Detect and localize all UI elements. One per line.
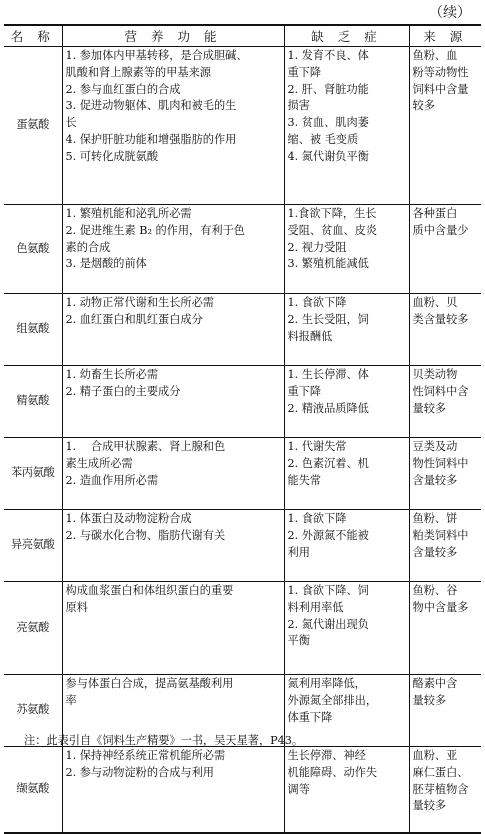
table-row — [4, 582, 481, 675]
header-name: 名 称 — [4, 25, 62, 47]
source-cell — [409, 582, 481, 675]
cell-line: 量较多 — [412, 401, 447, 415]
cell-line: 1. 幼畜生长所必需 — [65, 368, 159, 381]
cell-line: 氮利用率降低， — [287, 677, 366, 690]
nutrition-function-cell — [62, 582, 284, 675]
deficiency-symptom-cell — [284, 582, 409, 675]
cell-line: 体重下降 — [287, 710, 333, 724]
cell-line: 鱼粉、饼 — [412, 512, 458, 525]
cell-line: 1. 合成甲状腺素、肾上腺和色 — [65, 440, 226, 453]
cell-line: 2. 精子蛋白的主要成分 — [65, 384, 181, 398]
amino-acid-name: 苏氨酸 — [4, 675, 62, 747]
nutrition-function-cell — [62, 366, 284, 438]
cell-line: 料利用率低 — [287, 600, 344, 614]
cell-line: 各种蛋白 — [412, 207, 458, 220]
cell-line: 类含量较多 — [412, 312, 469, 326]
source-cell — [409, 438, 481, 510]
cell-line: 2. 促进维生素 B₂ 的作用，有利于色 — [65, 223, 245, 237]
cell-line: 4. 保护肝脏功能和增强脂肪的作用 — [65, 132, 237, 146]
cell-line: 重下降 — [287, 65, 322, 79]
cell-line: 5. 可转化成胱氨酸 — [65, 149, 159, 163]
cell-line: 量较多 — [412, 693, 447, 707]
amino-acid-name: 亮氨酸 — [4, 582, 62, 675]
deficiency-symptom-cell — [284, 747, 409, 833]
source-cell — [409, 747, 481, 833]
cell-line: 饲料中含量 — [412, 82, 469, 96]
cell-line: 1. 生长停滞、体 — [287, 368, 369, 381]
amino-acid-table — [4, 24, 481, 834]
cell-line: 1. 动物正常代谢和生长所必需 — [65, 296, 214, 309]
cell-line: 贝类动物 — [412, 368, 458, 381]
cell-line: 3. 贫血、肌肉萎 — [287, 116, 369, 130]
cell-line: 长 — [65, 116, 77, 130]
cell-line: 率 — [65, 693, 77, 707]
deficiency-symptom-cell — [284, 366, 409, 438]
source-cell — [409, 205, 481, 294]
nutrition-function-cell — [62, 294, 284, 366]
cell-line: 外源氮全部排出， — [287, 693, 378, 707]
continued-label: （续） — [429, 5, 471, 21]
cell-line: 酪素中含 — [412, 677, 458, 690]
cell-line: 粉等动物性 — [412, 65, 469, 79]
cell-line: 利用 — [287, 545, 310, 559]
cell-line: 2. 与碳水化合物、脂肪代谢有关 — [65, 528, 226, 542]
table-header-row — [4, 25, 481, 47]
table-row — [4, 294, 481, 366]
deficiency-symptom-cell — [284, 205, 409, 294]
cell-line: 血粉、亚 — [412, 749, 458, 762]
header-source: 来 源 — [423, 29, 468, 44]
cell-line: 调等 — [287, 782, 310, 796]
nutrition-function-cell — [62, 205, 284, 294]
cell-line: 1. 体蛋白及动物淀粉合成 — [65, 512, 192, 525]
cell-line: 3. 繁殖机能减低 — [287, 257, 369, 271]
cell-line: 素生成所必需 — [65, 456, 133, 470]
cell-line: 肌酸和肾上腺素等的甲基来源 — [65, 65, 211, 79]
cell-line: 原料 — [65, 600, 88, 614]
cell-line: 质中含量少 — [412, 223, 469, 237]
nutrition-function-cell — [62, 747, 284, 833]
deficiency-symptom-cell — [284, 294, 409, 366]
cell-line: 1. 发育不良、体 — [287, 49, 369, 62]
cell-line: 2. 外源氮不能被 — [287, 528, 369, 542]
cell-line: 血粉、贝 — [412, 296, 458, 309]
cell-line: 含量较多 — [412, 545, 458, 559]
cell-line: 2. 视力受阻 — [287, 240, 347, 254]
cell-line: 参与体蛋白合成，提高氨基酸利用 — [65, 677, 234, 690]
cell-line: 2. 氮代谢出现负 — [287, 617, 369, 631]
cell-line: 豆类及动 — [412, 440, 458, 453]
cell-line: 构成血浆蛋白和体组织蛋白的重要 — [65, 584, 234, 597]
source-cell — [409, 510, 481, 582]
cell-line: 1. 食欲下降 — [287, 512, 347, 525]
table-row — [4, 438, 481, 510]
footnote: 注：此表引自《饲料生产精要》一书，吴天星著，P43。 — [24, 734, 304, 747]
table-row — [4, 510, 481, 582]
cell-line: 2. 生长受阻，饲 — [287, 312, 369, 326]
cell-line: 2. 肝、肾脏功能 — [287, 82, 369, 96]
cell-line: 物性饲料中 — [412, 456, 469, 470]
cell-line: 物中含量多 — [412, 600, 469, 614]
cell-line: 2. 色素沉着、机 — [287, 456, 369, 470]
cell-line: 麻仁蛋白、 — [412, 765, 469, 779]
cell-line: 1. 食欲下降 — [287, 296, 347, 309]
amino-acid-name: 精氨酸 — [4, 366, 62, 438]
cell-line: 2. 造血作用所必需 — [65, 473, 159, 487]
table-row — [4, 747, 481, 833]
header-deficiency: 缺 乏 症 — [284, 25, 409, 47]
cell-line: 4. 氮代谢负平衡 — [287, 149, 369, 163]
cell-line: 鱼粉、谷 — [412, 584, 458, 597]
table-row — [4, 47, 481, 205]
nutrition-function-cell — [62, 510, 284, 582]
cell-line: 料报酬低 — [287, 329, 333, 343]
cell-line: 3. 促进动物躯体、肌肉和被毛的生 — [65, 99, 237, 113]
cell-line: 胚芽植物含 — [412, 782, 469, 796]
amino-acid-name: 蛋氨酸 — [4, 47, 62, 205]
cell-line: 较多 — [412, 99, 435, 113]
cell-line: 鱼粉、血 — [412, 49, 458, 62]
amino-acid-name: 苯丙氨酸 — [4, 438, 62, 510]
cell-line: 含量较多 — [412, 473, 458, 487]
cell-line: 1. 参加体内甲基转移，是合成胆碱、 — [65, 49, 248, 62]
source-cell — [409, 294, 481, 366]
amino-acid-name: 缬氨酸 — [4, 747, 62, 833]
cell-line: 受阻、贫血、皮炎 — [287, 223, 378, 237]
source-cell — [409, 47, 481, 205]
cell-line: 3. 是烟酸的前体 — [65, 257, 147, 271]
cell-line: 能失常 — [287, 473, 322, 487]
cell-line: 损害 — [287, 99, 310, 113]
deficiency-symptom-cell — [284, 47, 409, 205]
cell-line: 粕类饲料中 — [412, 528, 469, 542]
nutrition-function-cell — [62, 47, 284, 205]
cell-line: 平衡 — [287, 634, 310, 648]
cell-line: 重下降 — [287, 384, 322, 398]
cell-line: 量较多 — [412, 799, 447, 813]
table-row — [4, 366, 481, 438]
cell-line: 1. 繁殖机能和泌乳所必需 — [65, 207, 192, 220]
cell-line: 1.食欲下降，生长 — [287, 207, 377, 220]
cell-line: 1. 代谢失常 — [287, 440, 347, 453]
cell-line: 1. 保持神经系统正常机能所必需 — [65, 749, 226, 762]
cell-line: 2. 参与血红蛋白的合成 — [65, 82, 181, 96]
nutrition-function-cell — [62, 438, 284, 510]
cell-line: 1. 食欲下降、饲 — [287, 584, 369, 597]
amino-acid-name: 异亮氨酸 — [4, 510, 62, 582]
cell-line: 素的合成 — [65, 240, 111, 254]
deficiency-symptom-cell — [284, 438, 409, 510]
amino-acid-name: 色氨酸 — [4, 205, 62, 294]
deficiency-symptom-cell — [284, 510, 409, 582]
cell-line: 生长停滞、神经 — [287, 749, 366, 762]
table-row — [4, 205, 481, 294]
header-function: 营 养 功 能 — [62, 25, 284, 47]
source-cell — [409, 366, 481, 438]
cell-line: 缩、被 毛变质 — [287, 132, 359, 146]
source-cell — [409, 675, 481, 747]
amino-acid-name: 组氨酸 — [4, 294, 62, 366]
cell-line: 机能障碍、动作失 — [287, 765, 378, 779]
cell-line: 2. 精液品质降低 — [287, 401, 369, 415]
cell-line: 2. 血红蛋白和肌红蛋白成分 — [65, 312, 203, 326]
cell-line: 性饲料中含 — [412, 384, 469, 398]
cell-line: 2. 参与动物淀粉的合成与利用 — [65, 765, 214, 779]
